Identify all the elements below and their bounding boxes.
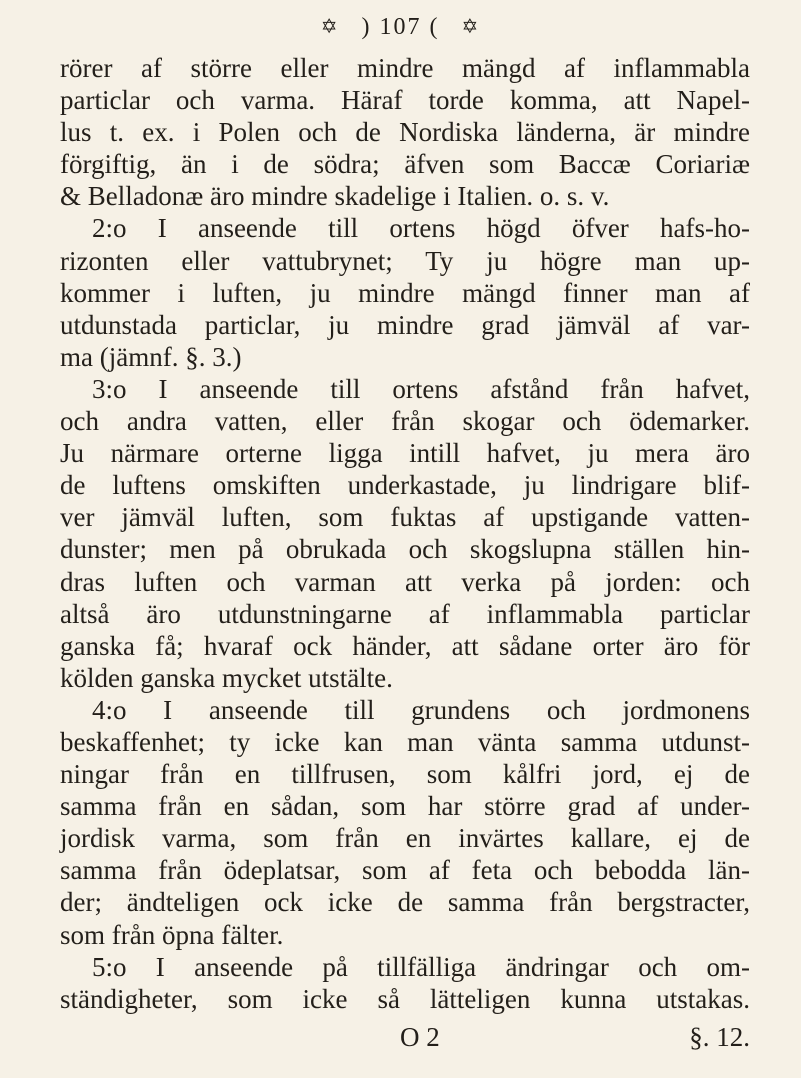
text-line: rizonten eller vattubrynet; Ty ju högre man up- [60,245,750,276]
text-line: som från öpna fälter. [60,919,284,950]
text-line: 3:o I anseende till ortens afstånd från hafvet, [92,373,750,404]
text-line: particlar och varma. Häraf torde komma, att Napel- [60,85,750,116]
text-line: rörer af större eller mindre mängd af inflammabla [60,53,750,83]
text-line: 4:o I anseende till grundens och jordmonens [92,694,750,725]
text-line: altså äro utdunstningarne af inflammabla particlar [60,598,750,629]
text-line: dunster; men på obrukada och skogslupna ställen hin- [60,534,750,565]
text-line: förgiftig, än i de södra; äfven som Baccæ Coriariæ [60,149,750,180]
text-line: samma från ödeplatsar, som af feta och bebodda län- [60,855,750,886]
text-line: ningar från en tillfrusen, som kålfri jord, ej de [60,759,750,790]
catchword: §. 12. [689,1022,750,1052]
body-text [60,52,750,1015]
text-line: & Belladonæ äro mindre skadelige i Italien. o. s. v. [60,181,610,212]
text-line: Ju närmare orterne ligga intill hafvet, ju mera äro [60,438,750,469]
text-line: beskaffenhet; ty icke kan man vänta samma utdunst- [60,726,750,757]
text-line: lus t. ex. i Polen och de Nordiska länderna, är mindre [60,117,750,148]
text-line: dras luften och varman att verka på jorden: och [60,566,750,597]
text-line: ma (jämnf. §. 3.) [60,341,242,372]
text-line: ganska få; hvaraf ock händer, att sådane orter äro för [60,630,750,661]
text-line: samma från en sådan, som har större grad af under- [60,791,750,822]
text-line: 5:o I anseende på tillfälliga ändringar och om- [92,951,750,982]
text-line: ver jämväl luften, som fuktas af upstigande vatten- [60,502,750,533]
text-line: kommer i luften, ju mindre mängd finner man af [60,277,750,308]
text-line: der; ändteligen ock icke de samma från bergstracter, [60,887,750,918]
star-ornament-icon: ✡ [461,16,481,38]
page-header [0,14,801,41]
page-footer [60,1022,750,1054]
text-line: kölden ganska mycket utstälte. [60,662,393,693]
text-line: jordisk varma, som från en invärtes kallare, ej de [60,823,750,854]
text-line: och andra vatten, eller från skogar och ödemarker. [60,406,750,437]
text-line: 2:o I anseende till ortens högd öfver hafs-ho- [92,213,750,244]
text-line: ständigheter, som icke så lätteligen kunna utstakas. [60,983,750,1014]
star-ornament-icon: ✡ [320,16,340,38]
signature-mark: O 2 [400,1022,440,1052]
page-number: ) 107 ( [361,14,440,40]
text-line: utdunstada particlar, ju mindre grad jämväl af var- [60,309,750,340]
text-line: de luftens omskiften underkastade, ju lindrigare blif- [60,470,750,501]
